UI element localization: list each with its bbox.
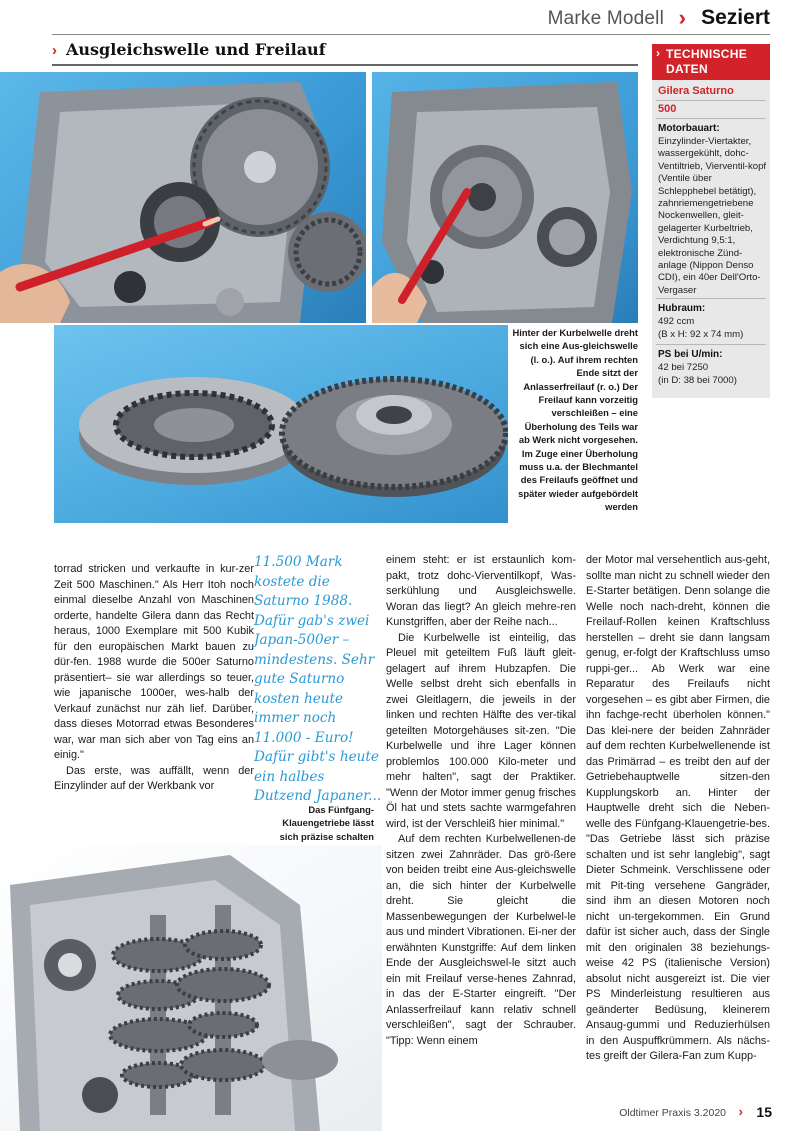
- photo-gearbox: [0, 845, 382, 1131]
- engine-type-text: Einzylinder-Viertakter, wassergekühlt, dohc-Ventiltrieb, Vierventil-kopf (Ventile über Schlepphebel betätigt), zahnriemengetriebene Nockenwellen, gleit-gelagerter Kurbeltrieb, Verdichtung 9,5:1, elektronische Zünd-anlage (Nippon Denso CDI), ein 40er Dell'Orto-Vergaser: [658, 136, 767, 296]
- model-displacement: 500: [658, 103, 677, 115]
- technical-data-heading: TECHNISCHE: [666, 47, 748, 61]
- article-title: Ausgleichswelle und Freilauf: [66, 40, 326, 59]
- displacement-label: Hubraum:: [658, 303, 706, 314]
- header-divider: [52, 34, 770, 35]
- displacement-value: 492 ccm: [658, 316, 695, 327]
- pull-quote: 11.500 Mark kostete die Saturno 1988. Dafür gab's zwei Japan-500er – mindestens. Sehr gute Saturno kosten heute immer noch 11.000 - Euro! Dafür gibt's heute ein halbes Dutzend Japaner...: [254, 554, 382, 804]
- title-divider: [52, 64, 638, 66]
- gearbox-caption: Das Fünfgang-Klauengetriebe lässt sich präzise schalten: [279, 804, 374, 842]
- paragraph: der Motor mal versehentlich aus-geht, sollte man nicht zu schnell wieder den E-Starter betätigen. Denn solange die Welle noch nach-dreht, können die Freilauf-Rollen keinen Kraftschluss herstellen – dreht sie dann langsam genug, er-folgt der Kraftschluss umso ruppi-ger... Ab Werk war eine Reparatur des Freilaufs nicht vorgesehen – es gibt aber Firmen, die ihn fachge-recht überholen können." Das klei-nere der beiden Zahnräder auf dem rechten Kurbelwellenende ist das Primärrad – es treibt den auf der Getriebehauptwelle sitzen-den Kupplungskorb an. Hinter der Hauptwelle dreht sich die Neben-welle des Fünfgang-Klauengetrie-bes. "Das Getriebe lässt sich präzise schalten und ist sehr langlebig", sagt Dieter Schmeink. Verschlissene oder mit Pit-ting versehene Gangräder, sind ihm an diesen Motoren noch nicht un-tergekommen. Ein Grund dafür ist sicher auch, dass der Single mit den originalen 38 beziehungs-weise 42 PS (italienische Version) absolut nicht ausgereizt ist. Die vier PS Minderleistung resultieren aus geänderter Bedüsung, kleinerem Ansaug-gummi und Reduzierhülsen in den Auspuffkrümmern. Als nächs-tes greift der Gilera-Fan zum Kupp-: [586, 554, 770, 1062]
- page-number: 15: [756, 1104, 772, 1120]
- section-title: Seziert: [701, 6, 770, 29]
- photo-freewheel-parts: [54, 325, 508, 523]
- power-label: PS bei U/min:: [658, 349, 723, 360]
- divider: [656, 100, 766, 101]
- technical-data-header: [652, 44, 770, 80]
- chevron-right-icon: ›: [738, 1104, 743, 1119]
- chevron-right-icon: ›: [678, 5, 686, 30]
- model-name: Gilera Saturno: [658, 85, 734, 97]
- power-value-germany: (in D: 38 bei 7000): [658, 375, 737, 386]
- engine-type-label: Motorbauart:: [658, 123, 720, 134]
- paragraph: Auf dem rechten Kurbelwellenen-de sitzen zwei Zahnräder. Das grö-ßere von beiden treibt eine Aus-gleichswelle an, die sich hinter der Kurbelwelle dreht. Sie gleicht die Massenbewegungen der Kurbelwel-le aus und mindert Vibrationen. Ei-ner der erwähnten Kunstgriffe: Auf dem linken Ende der Ausgleichswel-le sitzt auch ein mit Freilauf verse-henes Zahnrad, in das der E-Starter eingreift. "Der Anlasserfreilauf kann relativ schnell verschleißen", sagt der Schrauber. "Tipp: Wenn einem: [386, 833, 576, 1047]
- text-column-1: [54, 562, 254, 795]
- divider: [656, 118, 766, 119]
- photo-balance-shaft: [0, 72, 366, 323]
- power-value: 42 bei 7250: [658, 362, 709, 373]
- magazine-issue: Oldtimer Praxis 3.2020: [619, 1107, 726, 1119]
- technical-data-heading-2: DATEN: [666, 62, 708, 76]
- photo-starter-freewheel: [372, 72, 638, 323]
- paragraph: Das erste, was auffällt, wenn der Einzylinder auf der Werkbank vor: [54, 764, 254, 792]
- title-chevron-icon: ›: [52, 42, 57, 59]
- chevron-right-icon: ›: [656, 46, 660, 60]
- paragraph: Die Kurbelwelle ist einteilig, das Pleuel mit geteiltem Fuß läuft gleit-gelagert auf ihrem Hubzapfen. Die Welle selbst dreht sich ebenfalls in zwei Gleitlagern, die jeweils in der linken und rechten Hälfte des ver-tikal geteilten Motorgehäuses sit-zen. "Die Kurbelwelle und ihre Lager können problemlos 100.000 Kilo-meter und mehr halten", sagt der Praktiker. "Wenn der Motor immer genug frisches Öl hat und stets sachte warmgefahren wird, ist der Verschleiß hier minimal.": [386, 631, 576, 830]
- section-brand-label: Marke Modell: [547, 8, 664, 29]
- divider: [656, 344, 766, 345]
- divider: [656, 298, 766, 299]
- paragraph: einem steht: er ist erstaunlich kom-pakt, trotz dohc-Vierventilkopf, Was-serkühlung und Ausgleichswelle. Woran das liegt? An gleich mehre-ren Kunstgriffen, aber der Reihe nach...: [386, 554, 576, 628]
- photo-caption: Hinter der Kurbelwelle dreht sich eine Aus-gleichswelle (l. o.). Auf ihrem rechten Ende sitzt der Anlasserfreilauf (r. o.) Der Freilauf kann vorzeitig verschleißen – eine Überholung des Teils war ab Werk nicht vorgesehen. Im Zuge einer Überholung muss u.a. der Blechmantel des Freilaufs geöffnet und später wieder aufgebördelt werden: [512, 327, 638, 513]
- text-column-4: [586, 553, 770, 1065]
- text-column-3: [386, 553, 576, 1049]
- bore-stroke-value: (B x H: 92 x 74 mm): [658, 329, 744, 340]
- paragraph: torrad stricken und verkaufte in kur-zer Zeit 500 Maschinen." Als Herr Itoh noch einmal dieselbe Anzahl von Maschinen orderte, handelte Gilera dann das Recht heraus, 1000 Exemplare mit 500 Kubik für den europäischen Markt bauen zu dür-fen. 1988 wurde die 500er Saturno präsentiert– sie war allerdings so teuer, wie japanische 1000er, wes-halb der Verkauf zunächst nur zäh lief. Darüber, dass dieses Motorrad etwas Besonderes war, war man sich aber von Tag eins an einig.": [54, 563, 254, 761]
